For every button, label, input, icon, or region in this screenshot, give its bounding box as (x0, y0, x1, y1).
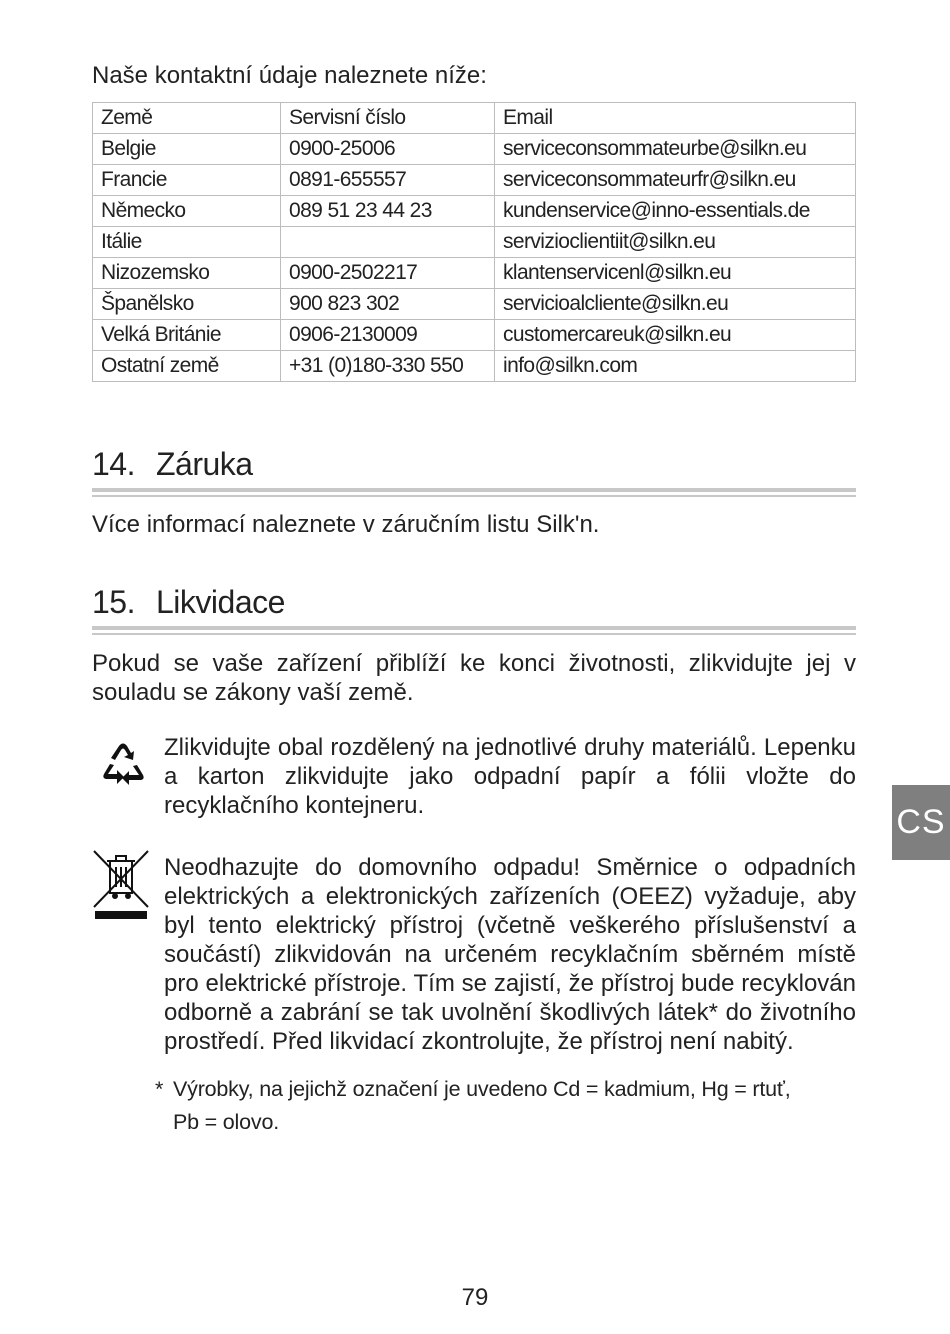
table-row (93, 227, 856, 258)
phone-cell: 900 823 302 (281, 289, 495, 320)
country-cell: Nizozemsko (93, 258, 281, 289)
recycle-icon (100, 741, 146, 792)
table-row (93, 320, 856, 351)
footnote-marker: * (155, 1077, 164, 1101)
phone-cell: 0900-2502217 (281, 258, 495, 289)
table-row (93, 134, 856, 165)
email-cell: serviceconsommateurfr@silkn.eu (495, 165, 856, 196)
phone-cell: 089 51 23 44 23 (281, 196, 495, 227)
country-cell: Velká Británie (93, 320, 281, 351)
disposal-intro-text: Pokud se vaše zařízení přiblíží ke konci životnosti, zlikvidujte jej v souladu se zákony vaší země. (92, 650, 856, 706)
table-row (93, 351, 856, 382)
column-header-service-number: Servisní číslo (281, 103, 495, 134)
table-row (93, 289, 856, 320)
phone-cell (281, 227, 495, 258)
column-header-country: Země (93, 103, 281, 134)
section-number: 15. (92, 584, 135, 620)
email-cell: serviceconsommateurbe@silkn.eu (495, 134, 856, 165)
email-cell: servicioalcliente@silkn.eu (495, 289, 856, 320)
phone-cell: 0900-25006 (281, 134, 495, 165)
hazardous-substances-footnote (155, 1073, 856, 1139)
country-cell: Španělsko (93, 289, 281, 320)
section-divider (92, 488, 856, 497)
packaging-disposal-text: Zlikvidujte obal rozdělený na jednotlivé druhy materiálů. Lepenku a karton zlikvidujte jako odpadní papír a fólii vložte do recyklačního kontejneru. (164, 734, 856, 819)
section-15-heading (92, 582, 285, 622)
country-cell: Ostatní země (93, 351, 281, 382)
warranty-text: Více informací naleznete v záručním listu Silk'n. (92, 511, 600, 538)
section-14-heading (92, 444, 253, 484)
country-cell: Německo (93, 196, 281, 227)
page-number: 79 (461, 1284, 489, 1311)
contact-intro: Naše kontaktní údaje naleznete níže: (92, 62, 487, 89)
email-cell: servizioclientiit@silkn.eu (495, 227, 856, 258)
section-divider (92, 626, 856, 635)
weee-disposal-text: Neodhazujte do domovního odpadu! Směrnice o odpadních elektrických a elektronických zařízeních (OEEZ) vyžaduje, aby byl tento elektrický přístroj (včetně veškerého příslušenství a součástí) zlikvidován na určeném recyklačním sběrném místě pro elektrické přístroje. Tím se zajistí, že přístroj bude recyklován odborně a zabrání se tak uvolnění škodlivých látek* do životního prostředí. Před likvidací zkontrolujte, že přístroj není nabitý. (164, 854, 856, 1055)
phone-cell: 0906-2130009 (281, 320, 495, 351)
section-number: 14. (92, 446, 135, 482)
table-header-row (93, 103, 856, 134)
email-cell: klantenservicenl@silkn.eu (495, 258, 856, 289)
phone-cell: 0891-655557 (281, 165, 495, 196)
contact-table (92, 102, 856, 382)
section-title: Likvidace (156, 584, 285, 620)
country-cell: Francie (93, 165, 281, 196)
country-cell: Itálie (93, 227, 281, 258)
crossed-out-wheelie-bin-icon (92, 849, 152, 926)
packaging-disposal-item (92, 733, 856, 820)
email-cell: info@silkn.com (495, 351, 856, 382)
table-row (93, 258, 856, 289)
footnote-line: Pb = olovo. (173, 1110, 279, 1134)
column-header-email: Email (495, 103, 856, 134)
weee-disposal-item (92, 853, 856, 1056)
table-row (93, 196, 856, 227)
country-cell: Belgie (93, 134, 281, 165)
phone-cell: +31 (0)180-330 550 (281, 351, 495, 382)
email-cell: kundenservice@inno-essentials.de (495, 196, 856, 227)
footnote-line: Výrobky, na jejichž označení je uvedeno Cd = kadmium, Hg = rtuť, (173, 1077, 791, 1101)
email-cell: customercareuk@silkn.eu (495, 320, 856, 351)
section-title: Záruka (156, 446, 253, 482)
language-tab: CS (892, 785, 950, 860)
table-row (93, 165, 856, 196)
